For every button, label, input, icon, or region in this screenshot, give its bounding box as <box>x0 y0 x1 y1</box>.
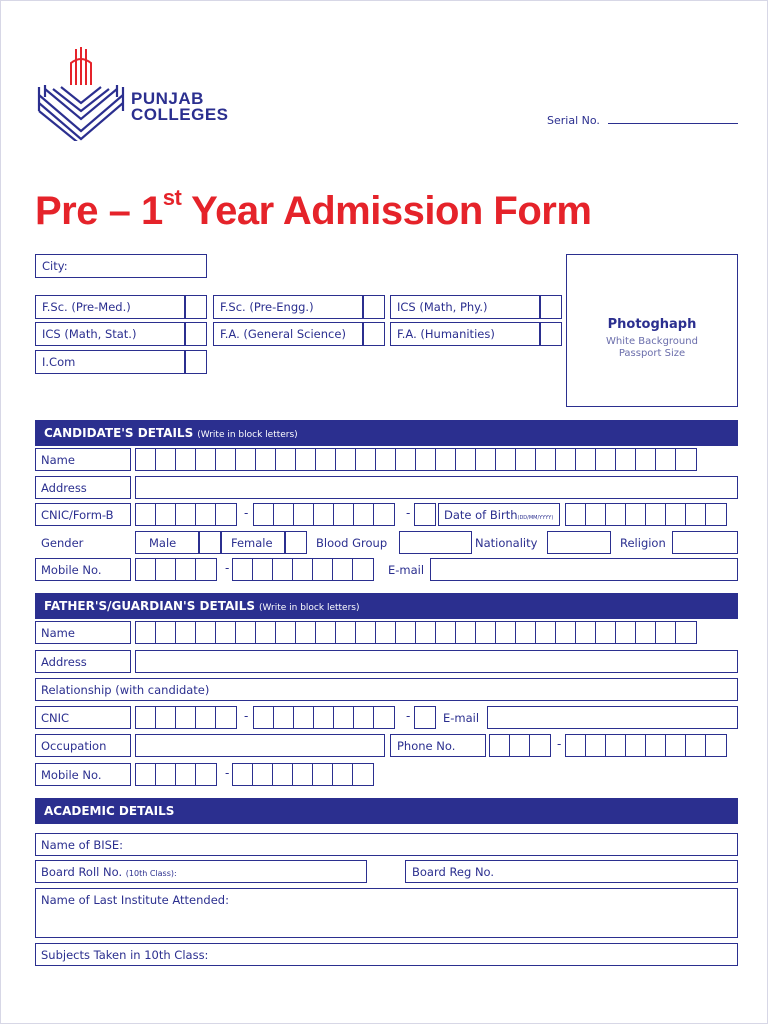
brand-line-1: PUNJAB <box>131 89 204 108</box>
academic-reg-label: Board Reg No. <box>412 865 495 879</box>
cand-male-label: Male <box>149 536 177 550</box>
char-cell[interactable] <box>215 448 237 471</box>
serial-input-line[interactable] <box>608 123 738 124</box>
char-cell[interactable] <box>535 621 557 644</box>
char-cell[interactable] <box>605 503 627 526</box>
father-mobile-cells-1[interactable] <box>135 763 215 786</box>
char-cell[interactable] <box>515 448 537 471</box>
cand-email-input[interactable] <box>430 558 738 581</box>
char-cell[interactable] <box>535 448 557 471</box>
char-cell[interactable] <box>625 734 647 757</box>
program-fa-humanities-label: F.A. (Humanities) <box>397 327 495 341</box>
cand-name-label: Name <box>41 453 75 467</box>
program-fsc-premed-label: F.Sc. (Pre-Med.) <box>42 300 131 314</box>
city-label: City: <box>42 259 68 273</box>
cand-address-input[interactable] <box>135 476 738 499</box>
academic-last-institute-label: Name of Last Institute Attended: <box>41 893 229 907</box>
cand-cnic-label: CNIC/Form-B <box>41 508 114 522</box>
father-mobile-cells-2[interactable] <box>232 763 372 786</box>
char-cell[interactable] <box>312 558 334 581</box>
char-cell[interactable] <box>255 448 277 471</box>
father-section-header <box>35 593 738 619</box>
father-phone-dash: - <box>557 737 562 751</box>
char-cell[interactable] <box>585 503 607 526</box>
char-cell[interactable] <box>414 503 436 526</box>
cand-cnic-cells-3[interactable] <box>414 503 434 526</box>
char-cell[interactable] <box>135 448 157 471</box>
char-cell[interactable] <box>333 706 355 729</box>
father-email-input[interactable] <box>487 706 738 729</box>
title-superscript: st <box>162 185 182 210</box>
cand-address-label: Address <box>41 481 87 495</box>
father-cnic-dash-2: - <box>406 709 411 723</box>
father-header-text: FATHER'S/GUARDIAN'S DETAILS <box>44 599 255 613</box>
punjab-colleges-logo-icon <box>35 45 127 141</box>
cand-dob-text: Date of Birth <box>444 508 518 522</box>
char-cell[interactable] <box>705 734 727 757</box>
char-cell[interactable] <box>395 621 417 644</box>
char-cell[interactable] <box>195 763 217 786</box>
char-cell[interactable] <box>495 448 517 471</box>
char-cell[interactable] <box>155 706 177 729</box>
father-name-cells[interactable] <box>135 621 695 644</box>
char-cell[interactable] <box>292 763 314 786</box>
char-cell[interactable] <box>155 448 177 471</box>
char-cell[interactable] <box>253 503 275 526</box>
char-cell[interactable] <box>175 448 197 471</box>
cand-name-cells[interactable] <box>135 448 695 471</box>
cand-nationality-label: Nationality <box>475 536 538 550</box>
char-cell[interactable] <box>352 558 374 581</box>
char-cell[interactable] <box>414 706 436 729</box>
checkbox-fa-humanities[interactable] <box>540 322 562 346</box>
checkbox-female[interactable] <box>285 531 307 554</box>
char-cell[interactable] <box>355 621 377 644</box>
char-cell[interactable] <box>495 621 517 644</box>
char-cell[interactable] <box>675 448 697 471</box>
char-cell[interactable] <box>313 503 335 526</box>
program-icom-label: I.Com <box>42 355 76 369</box>
char-cell[interactable] <box>215 621 237 644</box>
char-cell[interactable] <box>293 503 315 526</box>
serial-label: Serial No. <box>547 114 600 127</box>
char-cell[interactable] <box>675 621 697 644</box>
photo-title: Photoghaph <box>607 317 697 332</box>
char-cell[interactable] <box>435 448 457 471</box>
checkbox-fa-gen-sci[interactable] <box>363 322 385 346</box>
brand-name <box>131 91 229 123</box>
father-cnic-cells-1[interactable] <box>135 706 235 729</box>
char-cell[interactable] <box>375 448 397 471</box>
char-cell[interactable] <box>175 706 197 729</box>
cand-dob-label <box>444 508 553 522</box>
program-ics-math-phy-label: ICS (Math, Phy.) <box>397 300 488 314</box>
char-cell[interactable] <box>273 706 295 729</box>
char-cell[interactable] <box>252 763 274 786</box>
academic-roll-text: Board Roll No. <box>41 865 123 879</box>
char-cell[interactable] <box>312 763 334 786</box>
char-cell[interactable] <box>565 503 587 526</box>
char-cell[interactable] <box>155 621 177 644</box>
cand-dob-hint: (DD/MM/YYYY) <box>517 515 554 521</box>
char-cell[interactable] <box>195 706 217 729</box>
cand-email-label: E-mail <box>388 563 425 577</box>
char-cell[interactable] <box>515 621 537 644</box>
char-cell[interactable] <box>645 503 667 526</box>
char-cell[interactable] <box>272 763 294 786</box>
father-occupation-label: Occupation <box>41 739 107 753</box>
checkbox-male[interactable] <box>199 531 221 554</box>
char-cell[interactable] <box>555 448 577 471</box>
academic-bise-label: Name of BISE: <box>41 838 124 852</box>
photo-line-1: White Background <box>606 336 698 347</box>
char-cell[interactable] <box>685 503 707 526</box>
char-cell[interactable] <box>475 448 497 471</box>
char-cell[interactable] <box>615 448 637 471</box>
char-cell[interactable] <box>575 621 597 644</box>
char-cell[interactable] <box>455 621 477 644</box>
char-cell[interactable] <box>232 558 254 581</box>
char-cell[interactable] <box>333 503 355 526</box>
cand-cnic-dash-1: - <box>244 506 249 520</box>
char-cell[interactable] <box>215 503 237 526</box>
char-cell[interactable] <box>252 558 274 581</box>
char-cell[interactable] <box>685 734 707 757</box>
char-cell[interactable] <box>375 621 397 644</box>
cand-cnic-cells-1[interactable] <box>135 503 235 526</box>
char-cell[interactable] <box>455 448 477 471</box>
char-cell[interactable] <box>595 448 617 471</box>
father-phone-cells-2[interactable] <box>565 734 725 757</box>
char-cell[interactable] <box>373 503 395 526</box>
char-cell[interactable] <box>655 448 677 471</box>
father-header-note: (Write in block letters) <box>259 603 360 613</box>
father-cnic-dash-1: - <box>244 709 249 723</box>
academic-section-header <box>35 798 738 824</box>
char-cell[interactable] <box>232 763 254 786</box>
father-cnic-cells-3[interactable] <box>414 706 434 729</box>
char-cell[interactable] <box>645 734 667 757</box>
checkbox-ics-math-stat[interactable] <box>185 322 207 346</box>
char-cell[interactable] <box>635 621 657 644</box>
char-cell[interactable] <box>195 503 217 526</box>
char-cell[interactable] <box>475 621 497 644</box>
cand-religion-input[interactable] <box>672 531 738 554</box>
char-cell[interactable] <box>565 734 587 757</box>
cand-cnic-cells-2[interactable] <box>253 503 393 526</box>
char-cell[interactable] <box>175 763 197 786</box>
char-cell[interactable] <box>705 503 727 526</box>
page-title <box>35 185 592 234</box>
char-cell[interactable] <box>195 621 217 644</box>
title-part-2: Year Admission Form <box>181 189 592 233</box>
char-cell[interactable] <box>195 558 217 581</box>
char-cell[interactable] <box>555 621 577 644</box>
father-cnic-cells-2[interactable] <box>253 706 393 729</box>
char-cell[interactable] <box>155 763 177 786</box>
candidate-header-text: CANDIDATE'S DETAILS <box>44 426 194 440</box>
char-cell[interactable] <box>415 621 437 644</box>
cand-mobile-cells-2[interactable] <box>232 558 372 581</box>
char-cell[interactable] <box>195 448 217 471</box>
checkbox-ics-math-phy[interactable] <box>540 295 562 319</box>
checkbox-fsc-preengg[interactable] <box>363 295 385 319</box>
father-occupation-input[interactable] <box>135 734 385 757</box>
checkbox-icom[interactable] <box>185 350 207 374</box>
cand-dob-cells[interactable] <box>565 503 725 526</box>
char-cell[interactable] <box>292 558 314 581</box>
char-cell[interactable] <box>615 621 637 644</box>
father-relationship-label: Relationship (with candidate) <box>41 683 210 697</box>
cand-blood-group-input[interactable] <box>399 531 472 554</box>
char-cell[interactable] <box>215 706 237 729</box>
char-cell[interactable] <box>135 621 157 644</box>
program-fsc-preengg-label: F.Sc. (Pre-Engg.) <box>220 300 314 314</box>
char-cell[interactable] <box>175 558 197 581</box>
char-cell[interactable] <box>272 558 294 581</box>
char-cell[interactable] <box>332 763 354 786</box>
father-name-label: Name <box>41 626 75 640</box>
cand-mobile-cells-1[interactable] <box>135 558 215 581</box>
char-cell[interactable] <box>353 706 375 729</box>
cand-cnic-dash-2: - <box>406 506 411 520</box>
char-cell[interactable] <box>135 503 157 526</box>
father-email-label: E-mail <box>443 711 480 725</box>
char-cell[interactable] <box>585 734 607 757</box>
cand-blood-group-label: Blood Group <box>316 536 388 550</box>
academic-roll-label <box>41 865 177 879</box>
char-cell[interactable] <box>529 734 551 757</box>
char-cell[interactable] <box>295 448 317 471</box>
cand-mobile-label: Mobile No. <box>41 563 102 577</box>
char-cell[interactable] <box>595 621 617 644</box>
char-cell[interactable] <box>665 734 687 757</box>
char-cell[interactable] <box>489 734 511 757</box>
char-cell[interactable] <box>315 448 337 471</box>
char-cell[interactable] <box>655 621 677 644</box>
candidate-section-header <box>35 420 738 446</box>
char-cell[interactable] <box>353 503 375 526</box>
cand-nationality-input[interactable] <box>547 531 611 554</box>
cand-mobile-dash: - <box>225 561 230 575</box>
char-cell[interactable] <box>415 448 437 471</box>
father-mobile-dash: - <box>225 766 230 780</box>
char-cell[interactable] <box>313 706 335 729</box>
father-mobile-label: Mobile No. <box>41 768 102 782</box>
father-phone-label: Phone No. <box>397 739 456 753</box>
academic-subjects-label: Subjects Taken in 10th Class: <box>41 948 209 962</box>
academic-bise-input[interactable] <box>35 833 738 856</box>
char-cell[interactable] <box>435 621 457 644</box>
char-cell[interactable] <box>253 706 275 729</box>
char-cell[interactable] <box>175 621 197 644</box>
academic-header-text: ACADEMIC DETAILS <box>44 804 175 818</box>
char-cell[interactable] <box>135 706 157 729</box>
char-cell[interactable] <box>332 558 354 581</box>
father-phone-cells-1[interactable] <box>489 734 549 757</box>
char-cell[interactable] <box>335 621 357 644</box>
cand-gender-label: Gender <box>41 536 84 550</box>
cand-religion-label: Religion <box>620 536 666 550</box>
char-cell[interactable] <box>355 448 377 471</box>
brand-line-2: COLLEGES <box>131 105 229 124</box>
program-ics-math-stat-label: ICS (Math, Stat.) <box>42 327 137 341</box>
char-cell[interactable] <box>605 734 627 757</box>
checkbox-fsc-premed[interactable] <box>185 295 207 319</box>
char-cell[interactable] <box>335 448 357 471</box>
char-cell[interactable] <box>235 448 257 471</box>
father-address-label: Address <box>41 655 87 669</box>
char-cell[interactable] <box>275 448 297 471</box>
char-cell[interactable] <box>155 503 177 526</box>
char-cell[interactable] <box>665 503 687 526</box>
title-part-1: Pre – 1 <box>35 189 163 233</box>
char-cell[interactable] <box>235 621 257 644</box>
char-cell[interactable] <box>275 621 297 644</box>
char-cell[interactable] <box>625 503 647 526</box>
char-cell[interactable] <box>352 763 374 786</box>
char-cell[interactable] <box>635 448 657 471</box>
char-cell[interactable] <box>135 763 157 786</box>
char-cell[interactable] <box>293 706 315 729</box>
char-cell[interactable] <box>135 558 157 581</box>
char-cell[interactable] <box>509 734 531 757</box>
char-cell[interactable] <box>575 448 597 471</box>
char-cell[interactable] <box>175 503 197 526</box>
char-cell[interactable] <box>373 706 395 729</box>
candidate-header-note: (Write in block letters) <box>197 430 298 440</box>
program-fa-gen-sci-label: F.A. (General Science) <box>220 327 346 341</box>
char-cell[interactable] <box>273 503 295 526</box>
char-cell[interactable] <box>155 558 177 581</box>
char-cell[interactable] <box>295 621 317 644</box>
academic-roll-hint: (10th Class): <box>125 869 177 878</box>
char-cell[interactable] <box>315 621 337 644</box>
father-address-input[interactable] <box>135 650 738 673</box>
father-cnic-label: CNIC <box>41 711 70 725</box>
char-cell[interactable] <box>395 448 417 471</box>
photo-line-2: Passport Size <box>618 348 686 359</box>
char-cell[interactable] <box>255 621 277 644</box>
cand-female-label: Female <box>231 536 273 550</box>
